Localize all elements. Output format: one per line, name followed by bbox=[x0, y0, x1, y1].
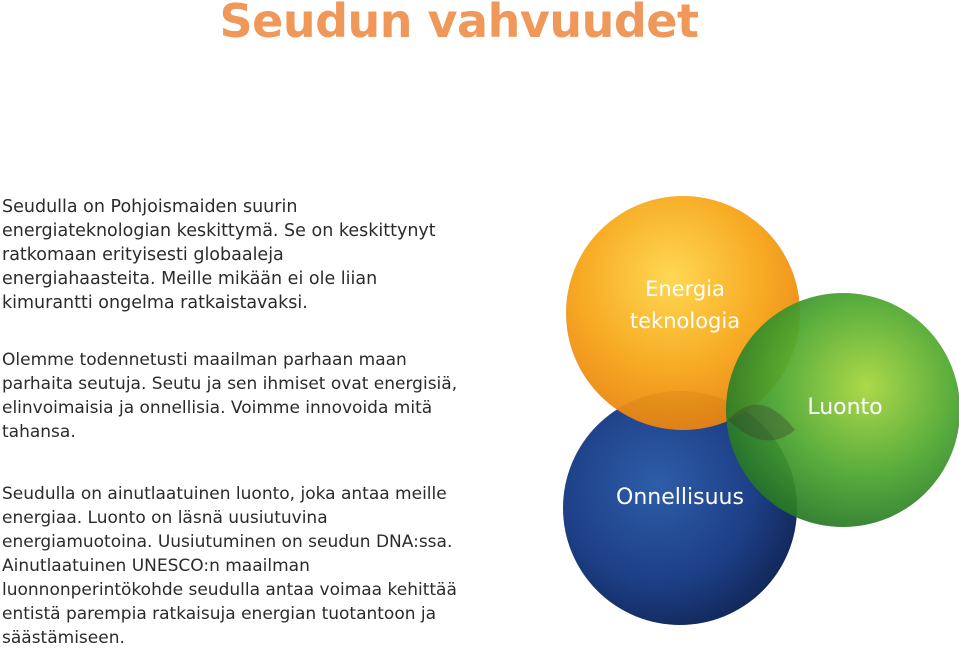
paragraph-happiness: Olemme todennetusti maailman parhaan maan parhaita seutuja. Seutu ja sen ihmiset ovat energisiä, elinvoimaisia ja onnellisia. Voimme innovoida mitä tahansa. bbox=[2, 350, 458, 442]
energy-label-line1: Energia bbox=[645, 277, 725, 301]
page-title: Seudun vahvuudet bbox=[219, 0, 699, 48]
energy-technology-label bbox=[605, 273, 765, 337]
venn-diagram bbox=[540, 180, 959, 651]
happiness-label: Onnellisuus bbox=[616, 485, 744, 510]
nature-label: Luonto bbox=[807, 395, 883, 420]
paragraph-nature: Seudulla on ainutlaatuinen luonto, joka antaa meille energiaa. Luonto on läsnä uusiutuvina energiamuotoina. Uusiutuminen on seudun DNA:ssa. Ainutlaatuinen UNESCO:n maailman luonnonperintökohde seudulla antaa voimaa kehittää entistä parempia ratkaisuja energian tuotantoon ja säästämiseen. bbox=[2, 484, 457, 648]
paragraph-energy-technology: Seudulla on Pohjoismaiden suurin energiateknologian keskittymä. Se on keskittynyt ratkomaan erityisesti globaaleja energiahaasteita. Meille mikään ei ole liian kimurantti ongelma ratkaistavaksi. bbox=[2, 197, 436, 313]
energy-label-line2: teknologia bbox=[629, 309, 741, 333]
